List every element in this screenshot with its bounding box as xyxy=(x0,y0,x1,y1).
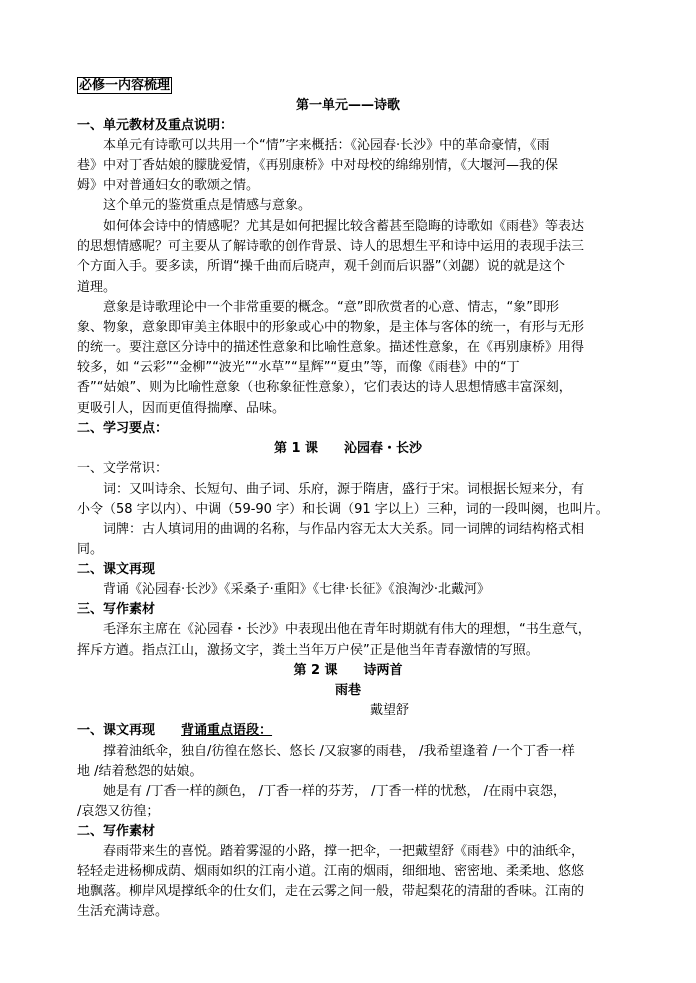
poem-line: 她是有 /丁香一样的颜色， /丁香一样的芬芳， /丁香一样的忧愁， /在雨中哀怨， xyxy=(103,784,567,799)
paragraph-line: 生活充满诗意。 xyxy=(77,904,169,919)
paragraph-line: 轻轻走进杨柳成荫、烟雨如织的江南小道。江南的烟雨，细细地、密密地、柔柔地、悠悠 xyxy=(77,864,585,879)
lesson1-s1-heading: 一、文学常识： xyxy=(77,461,169,476)
lesson1-s3-heading: 三、写作素材 xyxy=(77,602,156,617)
recite-list: 背诵《沁园春·长沙》《采桑子·重阳》《七律·长征》《浪淘沙·北戴河》 xyxy=(103,582,491,597)
paragraph-line: 同。 xyxy=(77,542,104,557)
poem-line: 撑着油纸伞，独自/彷徨在悠长、悠长 /又寂寥的雨巷， /我希望逢着 /一个丁香一样 xyxy=(103,744,575,759)
poem-author: 戴望舒 xyxy=(370,703,410,718)
unit1-sec2-heading: 二、学习要点： xyxy=(77,421,169,436)
recite-focus: 背诵重点语段： xyxy=(181,723,273,738)
paragraph-line: 词：又叫诗余、长短句、曲子词、乐府，源于隋唐，盛行于宋。词根据长短来分，有 xyxy=(103,482,585,497)
lesson1-title: 第 1 课 沁园春・长沙 xyxy=(273,441,423,456)
paragraph-line: 挥斥方遒。指点江山，激扬文字，粪土当年万户侯”正是他当年青春激情的写照。 xyxy=(77,643,539,658)
paragraph-line: 的思想情感呢？可主要从了解诗歌的创作背景、诗人的思想生平和诗中运用的表现手法三 xyxy=(77,239,585,254)
unit1-sec1-heading: 一、单元教材及重点说明： xyxy=(77,118,234,133)
paragraph-line: 姆》中对普通妇女的歌颂之情。 xyxy=(77,178,260,193)
paragraph-line: 道理。 xyxy=(77,280,117,295)
poem-line: /哀怨又彷徨； xyxy=(77,804,160,819)
poem-line: 地 /结着愁怨的姑娘。 xyxy=(77,764,203,779)
unit1-title: 第一单元——诗歌 xyxy=(295,98,400,113)
paragraph-line: 更吸引人，因而更值得揣摩、品味。 xyxy=(77,401,286,416)
paragraph-line: 如何体会诗中的情感呢？尤其是如何把握比较含蓄甚至隐晦的诗歌如《雨巷》等表达 xyxy=(103,219,585,234)
lesson2-s1-heading: 一、课文再现 背诵重点语段： xyxy=(77,723,273,738)
paragraph-line: 的统一。要注意区分诗中的描述性意象和比喻性意象。描述性意象，在《再别康桥》用得 xyxy=(77,340,585,355)
paragraph-line: 象、物象，意象即审美主体眼中的形象或心中的物象，是主体与客体的统一，有形与无形 xyxy=(77,320,585,335)
paragraph-line: 这个单元的鉴赏重点是情感与意象。 xyxy=(103,198,312,213)
paragraph-line: 毛泽东主席在《沁园春・长沙》中表现出他在青年时期就有伟大的理想，“书生意气， xyxy=(103,622,591,637)
paragraph-line: 地飘落。柳岸风堤撑纸伞的仕女们，走在云雾之间一般，带起梨花的清甜的香味。江南的 xyxy=(77,884,585,899)
paragraph-line: 意象是诗歌理论中一个非常重要的概念。“意”即欣赏者的心意、情志，“象”即形 xyxy=(103,300,559,315)
paragraph-line: 本单元有诗歌可以共用一个“情”字来概括：《沁园春·长沙》中的革命豪情，《雨 xyxy=(103,138,550,153)
lesson2-title: 第 2 课 诗两首 xyxy=(293,663,403,678)
paragraph-line: 较多，如 “云彩”“金柳”“波光”“水草”“星辉”“夏虫”等，而像《雨巷》中的“丁 xyxy=(77,360,520,375)
lesson1-s2-heading: 二、课文再现 xyxy=(77,562,156,577)
paragraph-line: 词牌：古人填词用的曲调的名称，与作品内容无太大关系。同一词牌的词结构格式相 xyxy=(103,522,585,537)
paragraph-line: 巷》中对丁香姑娘的朦胧爱情，《再别康桥》中对母校的绵绵别情，《大堰河—我的保 xyxy=(77,158,559,173)
paragraph-line: 春雨带来生的喜悦。踏着雾湿的小路，撑一把伞，一把戴望舒《雨巷》中的油纸伞， xyxy=(103,844,585,859)
paragraph-line: 个方面入手。要多读，所谓“操千曲而后晓声，观千剑而后识器”（刘勰）说的就是这个 xyxy=(77,259,565,274)
paragraph-line: 小令（58 字以内）、中调（59-90 字）和长调（91 字以上）三种，词的一段叫阕，也叫片。 xyxy=(77,502,609,517)
poem-title: 雨巷 xyxy=(334,683,361,698)
doc-title: 必修一内容梳理 xyxy=(79,78,171,93)
lesson2-s2-heading: 二、写作素材 xyxy=(77,824,156,839)
paragraph-line: 香”“姑娘”、则为比喻性意象（也称象征性意象），它们表达的诗人思想情感丰富深刻， xyxy=(77,380,572,395)
